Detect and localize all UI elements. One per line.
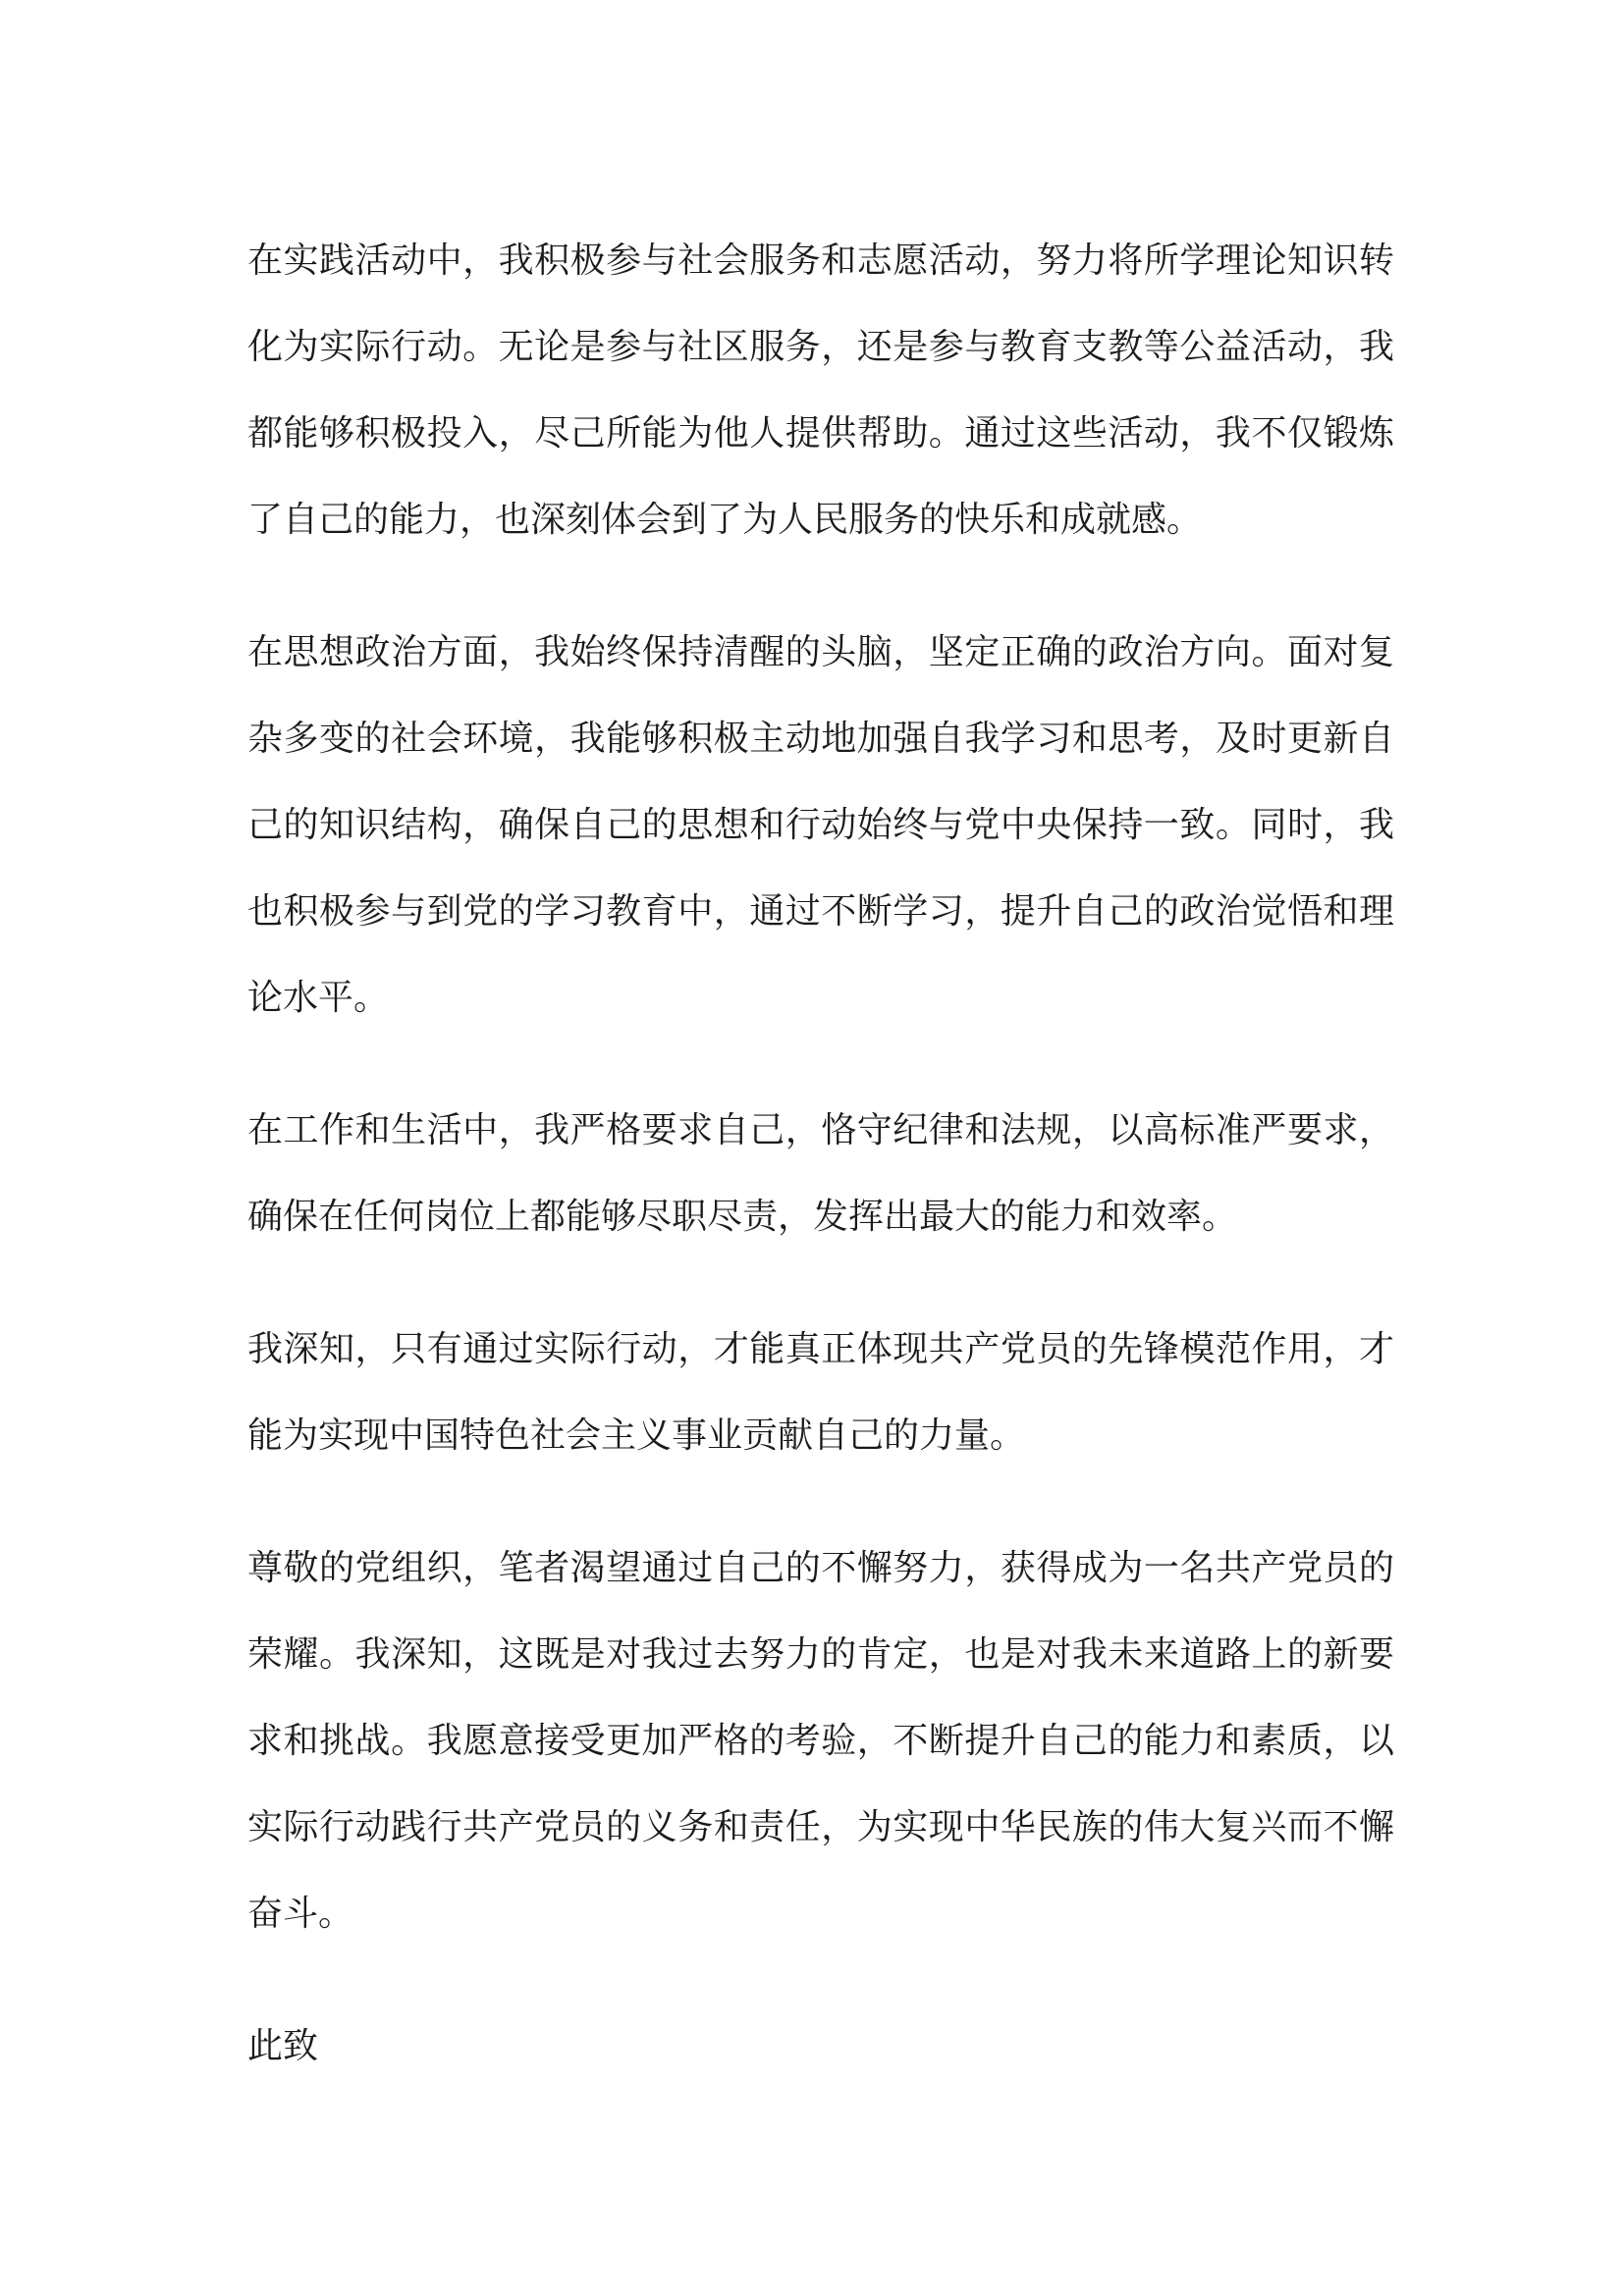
paragraph-practice: 在实践活动中，我积极参与社会服务和志愿活动，努力将所学理论知识转化为实际行动。无论是参与社区服务，还是参与教育支教等公益活动，我都能够积极投入，尽己所能为他人提供帮助。通过这些活动，我不仅锻炼了自己的能力，也深刻体会到了为人民服务的快乐和成就感。 [247,240,1394,540]
paragraph-awareness: 我深知，只有通过实际行动，才能真正体现共产党员的先锋模范作用，才能为实现中国特色社会主义事业贡献自己的力量。 [247,1329,1394,1456]
paragraph-work-life: 在工作和生活中，我严格要求自己，恪守纪律和法规，以高标准严要求，确保在任何岗位上都能够尽职尽责，发挥出最大的能力和效率。 [247,1110,1394,1237]
document-body [247,218,1394,2136]
paragraph-aspiration: 尊敬的党组织，笔者渴望通过自己的不懈努力，获得成为一名共产党员的荣耀。我深知，这既是对我过去努力的肯定，也是对我未来道路上的新要求和挑战。我愿意接受更加严格的考验，不断提升自己的能力和素质，以实际行动践行共产党员的义务和责任，为实现中华民族的伟大复兴而不懈奋斗。 [247,1548,1394,1934]
paragraph-politics: 在思想政治方面，我始终保持清醒的头脑，坚定正确的政治方向。面对复杂多变的社会环境，我能够积极主动地加强自我学习和思考，及时更新自己的知识结构，确保自己的思想和行动始终与党中央保持一致。同时，我也积极参与到党的学习教育中，通过不断学习，提升自己的政治觉悟和理论水平。 [247,632,1394,1018]
closing-salutation: 此致 [247,2026,319,2066]
